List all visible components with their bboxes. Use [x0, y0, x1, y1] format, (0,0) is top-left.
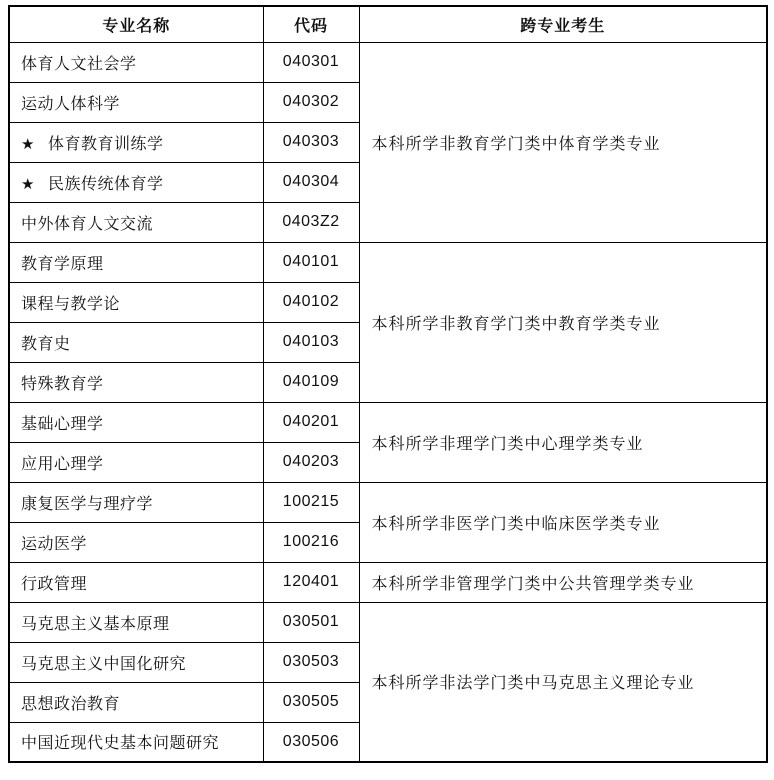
cross-major-group-cell: 本科所学非医学门类中临床医学类专业 [359, 482, 767, 562]
major-name-cell [9, 122, 263, 162]
major-code-cell: 040103 [263, 322, 359, 362]
major-name-label: 中外体育人文交流 [21, 215, 154, 233]
major-name-label: 民族传统体育学 [47, 175, 164, 193]
major-code-cell: 100215 [263, 482, 359, 522]
major-name-cell [9, 682, 263, 722]
major-name-label: 体育教育训练学 [47, 135, 164, 153]
major-name-cell [9, 162, 263, 202]
table-row [9, 482, 767, 522]
major-name-cell [9, 522, 263, 562]
header-major-name: 专业名称 [9, 6, 263, 42]
cross-major-group-cell: 本科所学非教育学门类中教育学类专业 [359, 242, 767, 402]
major-name-label: 基础心理学 [21, 415, 104, 433]
table-row [9, 602, 767, 642]
major-name-label: 教育史 [21, 335, 71, 353]
major-name-label: 运动人体科学 [21, 95, 121, 113]
major-name-label: 教育学原理 [21, 255, 104, 273]
major-code-cell: 040203 [263, 442, 359, 482]
star-icon: ★ [21, 134, 35, 153]
major-name-label: 中国近现代史基本问题研究 [21, 735, 220, 753]
major-name-cell [9, 482, 263, 522]
major-code-cell: 040304 [263, 162, 359, 202]
major-name-label: 马克思主义中国化研究 [21, 655, 187, 673]
star-icon: ★ [21, 174, 35, 193]
major-code-cell: 030501 [263, 602, 359, 642]
major-name-cell [9, 282, 263, 322]
major-code-cell: 0403Z2 [263, 202, 359, 242]
header-cross-major: 跨专业考生 [359, 6, 767, 42]
table-row [9, 242, 767, 282]
major-code-cell: 040303 [263, 122, 359, 162]
table-row [9, 562, 767, 602]
major-name-cell [9, 562, 263, 602]
major-name-cell [9, 82, 263, 122]
major-name-label: 马克思主义基本原理 [21, 615, 170, 633]
major-code-cell: 040302 [263, 82, 359, 122]
major-name-cell [9, 722, 263, 762]
major-name-cell [9, 242, 263, 282]
major-name-label: 康复医学与理疗学 [21, 495, 154, 513]
cross-major-group-cell: 本科所学非法学门类中马克思主义理论专业 [359, 602, 767, 762]
major-name-cell [9, 602, 263, 642]
cross-major-group-cell: 本科所学非管理学门类中公共管理学类专业 [359, 562, 767, 602]
table-row [9, 402, 767, 442]
major-name-cell [9, 442, 263, 482]
major-name-cell [9, 362, 263, 402]
major-name-label: 行政管理 [21, 575, 88, 593]
header-row [9, 6, 767, 42]
table-row [9, 42, 767, 82]
major-name-label: 思想政治教育 [21, 695, 121, 713]
major-code-cell: 030505 [263, 682, 359, 722]
major-name-cell [9, 202, 263, 242]
header-code: 代码 [263, 6, 359, 42]
major-name-cell [9, 42, 263, 82]
major-code-cell: 120401 [263, 562, 359, 602]
majors-table [8, 5, 768, 763]
cross-major-group-cell: 本科所学非理学门类中心理学类专业 [359, 402, 767, 482]
major-code-cell: 030503 [263, 642, 359, 682]
major-code-cell: 040301 [263, 42, 359, 82]
major-code-cell: 100216 [263, 522, 359, 562]
cross-major-group-cell: 本科所学非教育学门类中体育学类专业 [359, 42, 767, 242]
major-name-cell [9, 322, 263, 362]
major-name-cell [9, 402, 263, 442]
major-name-label: 应用心理学 [21, 455, 104, 473]
major-code-cell: 040201 [263, 402, 359, 442]
major-name-cell [9, 642, 263, 682]
major-name-label: 运动医学 [21, 535, 88, 553]
major-name-label: 体育人文社会学 [21, 55, 137, 73]
major-code-cell: 040102 [263, 282, 359, 322]
major-name-label: 课程与教学论 [21, 295, 121, 313]
major-code-cell: 030506 [263, 722, 359, 762]
major-code-cell: 040109 [263, 362, 359, 402]
major-name-label: 特殊教育学 [21, 375, 104, 393]
major-code-cell: 040101 [263, 242, 359, 282]
